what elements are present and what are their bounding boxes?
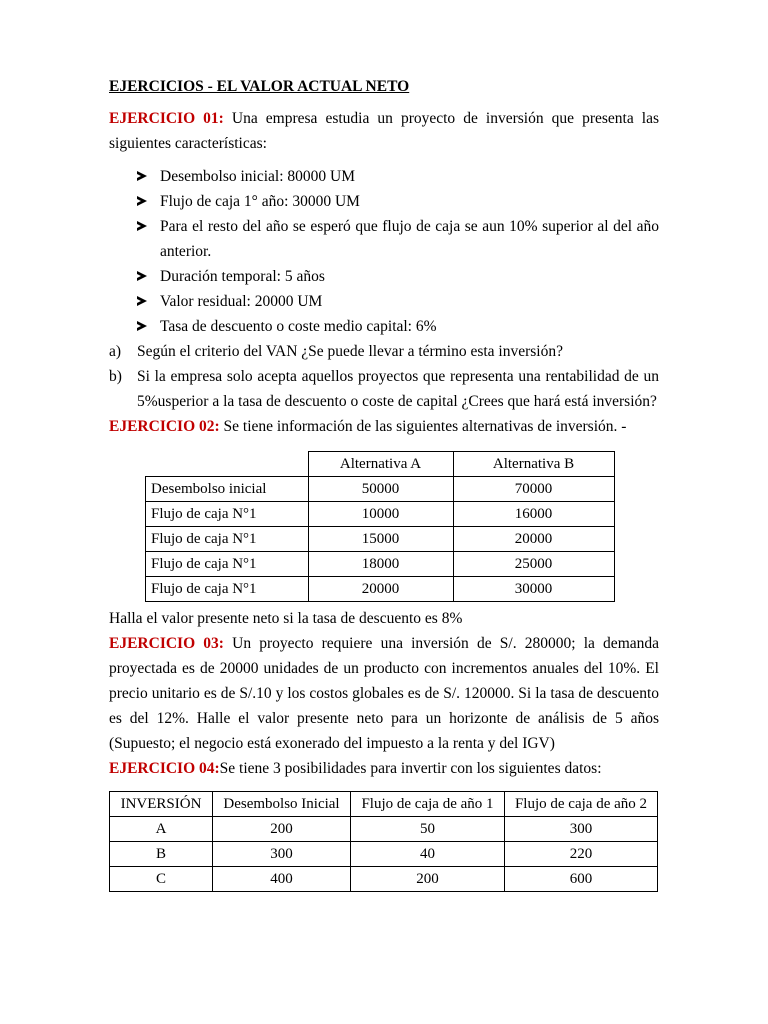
table-row [146,527,615,552]
table-cell: 400 [213,867,351,892]
arrow-bullet-icon [137,321,147,331]
table-cell: 50 [351,817,505,842]
table-header-row [146,452,615,477]
exercise-3-text-block [109,631,659,756]
table-cell: 200 [213,817,351,842]
question-marker: a) [109,343,122,360]
table-header-cell: Desembolso Inicial [213,792,351,817]
question-text: Según el criterio del VAN ¿Se puede llevar a término esta inversión? [137,343,563,360]
exercise-1-questions [109,339,659,414]
table-cell: 16000 [453,502,614,527]
arrow-bullet-icon [137,296,147,306]
table-header-cell: INVERSIÓN [110,792,213,817]
table-cell: 15000 [308,527,453,552]
exercise-2-question: Halla el valor presente neto si la tasa de descuento es 8% [109,610,463,627]
table-cell: 600 [505,867,658,892]
exercise-2-label: EJERCICIO 02: [109,418,220,435]
table-row [146,552,615,577]
table-row [110,867,658,892]
table-cell: 20000 [308,577,453,602]
table-cell: 10000 [308,502,453,527]
table-cell: 70000 [453,477,614,502]
table-cell: 300 [505,817,658,842]
table-cell: 220 [505,842,658,867]
bullet-text: Para el resto del año se esperó que flujo de caja se aun 10% superior al del año anterior. [160,218,659,260]
alternatives-table [145,451,615,602]
table-row-label: Flujo de caja N°1 [146,527,309,552]
list-item [109,339,659,364]
table-cell: C [110,867,213,892]
table-header-cell: Alternativa B [453,452,614,477]
exercise-4-intro [109,756,659,781]
investments-table [109,791,658,892]
table-row [146,477,615,502]
bullet-text: Valor residual: 20000 UM [160,293,323,310]
list-item [137,164,659,189]
table-row [110,842,658,867]
table-cell: 300 [213,842,351,867]
exercise-3-label: EJERCICIO 03: [109,635,224,652]
table-row-label: Flujo de caja N°1 [146,577,309,602]
table-row [146,577,615,602]
table-cell: 200 [351,867,505,892]
table-row-label: Desembolso inicial [146,477,309,502]
table-cell: 30000 [453,577,614,602]
table-header-cell: Flujo de caja de año 2 [505,792,658,817]
exercise-1-label: EJERCICIO 01: [109,110,224,127]
bullet-text: Tasa de descuento o coste medio capital: 6% [160,318,437,335]
list-item [137,314,659,339]
document-page [109,78,659,892]
exercise-1-bullet-list [109,164,659,339]
table-row-label: Flujo de caja N°1 [146,502,309,527]
bullet-text: Desembolso inicial: 80000 UM [160,168,356,185]
exercise-1-intro [109,106,659,156]
list-item [137,214,659,264]
table-cell: 20000 [453,527,614,552]
exercise-4-label: EJERCICIO 04: [109,760,220,777]
list-item [109,364,659,414]
table-cell: 40 [351,842,505,867]
table-header-cell: Alternativa A [308,452,453,477]
table-cell: B [110,842,213,867]
table-row [110,817,658,842]
table-cell: A [110,817,213,842]
list-item [137,189,659,214]
list-item [137,264,659,289]
table-cell: 18000 [308,552,453,577]
table-header-row [110,792,658,817]
arrow-bullet-icon [137,221,147,231]
table-row [146,502,615,527]
question-marker: b) [109,368,122,385]
exercise-2-text: Se tiene información de las siguientes alternativas de inversión. - [219,418,627,435]
table-row-label: Flujo de caja N°1 [146,552,309,577]
table-cell: 25000 [453,552,614,577]
exercise-1-text: Una empresa estudia un proyecto de inversión que presenta las siguientes características: [109,110,659,152]
arrow-bullet-icon [137,171,147,181]
exercise-3-text: Un proyecto requiere una inversión de S/. 280000; la demanda proyectada es de 20000 unidades de un producto con incrementos anuales del 10%. El precio unitario es de S/.10 y los costos globales es de S/. 120000. Si la tasa de descuento es del 12%. Halle el valor presente neto para un horizonte de análisis de 5 años (Supuesto; el negocio está exonerado del impuesto a la renta y del IGV) [109,635,660,752]
bullet-text: Duración temporal: 5 años [160,268,325,285]
table-header-cell: Flujo de caja de año 1 [351,792,505,817]
table-corner-cell [146,452,309,477]
arrow-bullet-icon [137,196,147,206]
arrow-bullet-icon [137,271,147,281]
bullet-text: Flujo de caja 1° año: 30000 UM [160,193,360,210]
exercise-2-intro [109,414,659,439]
document-title: EJERCICIOS - EL VALOR ACTUAL NETO [109,78,410,95]
question-text: Si la empresa solo acepta aquellos proyectos que representa una rentabilidad de un 5%usperior a la tasa de descuento o coste de capital ¿Crees que hará está inversión? [137,368,659,410]
table-cell: 50000 [308,477,453,502]
list-item [137,289,659,314]
exercise-4-text: Se tiene 3 posibilidades para invertir con los siguientes datos: [219,760,602,777]
